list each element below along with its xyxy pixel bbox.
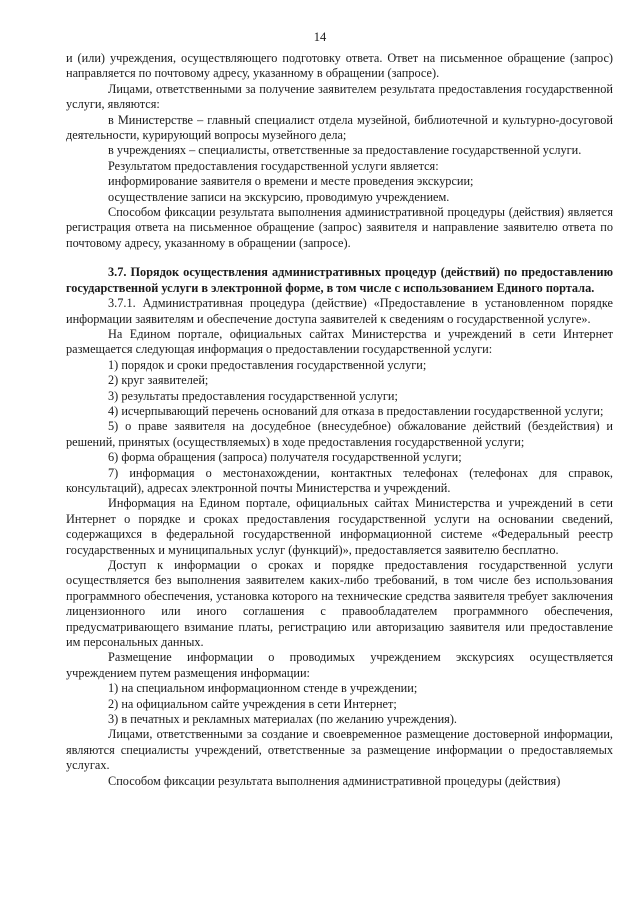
- paragraph: Лицами, ответственными за получение заявителем результата предоставления государственной услуги, являются:: [66, 81, 613, 112]
- list-item: 3) в печатных и рекламных материалах (по желанию учреждения).: [108, 712, 457, 727]
- paragraph: Размещение информации о проводимых учреждением экскурсиях осуществляется учреждением путем размещения информации:: [66, 650, 613, 680]
- list-item: 5) о праве заявителя на досудебное (внесудебное) обжалование действий (бездействия) и решений, принятых (осуществляемых) в ходе предоставления государственной услуги;: [66, 419, 613, 449]
- list-item: 4) исчерпывающий перечень оснований для отказа в предоставлении государственной услуги;: [108, 403, 604, 418]
- paragraph: Способом фиксации результата выполнения административной процедуры (действия) является регистрация ответа на письменное обращение (запрос) заявителя и направление заявителю ответа по почтовому адресу, указанному в обращении (запросе).: [66, 205, 613, 250]
- paragraph: в учреждениях – специалисты, ответственные за предоставление государственной услуги.: [108, 143, 582, 158]
- paragraph: информирование заявителя о времени и месте проведения экскурсии;: [108, 174, 474, 189]
- paragraph: Информация на Едином портале, официальных сайтах Министерства и учреждений в сети Интернет о порядке и сроках предоставления государственной услуги на основании сведений, содержащихся в федеральной государственной информационной системе «Федеральный реестр государственных и муниципальных услуг (функций)», предоставляется заявителю бесплатно.: [66, 496, 613, 557]
- list-item: 7) информация о местонахождении, контактных телефонах (телефонах для справок, консультаций), адресах электронной почты Министерства и учреждений.: [66, 465, 613, 495]
- paragraph: в Министерстве – главный специалист отдела музейной, библиотечной и культурно-досуговой деятельности, курирующий вопросы музейного дела;: [66, 112, 613, 143]
- list-item: 1) на специальном информационном стенде в учреждении;: [108, 681, 418, 696]
- paragraph: и (или) учреждения, осуществляющего подготовку ответа. Ответ на письменное обращение (запрос) направляется по почтовому адресу, указанному в обращении (запросе).: [66, 51, 613, 81]
- page-number: 14: [313, 30, 327, 44]
- list-item: 2) на официальном сайте учреждения в сети Интернет;: [108, 696, 397, 711]
- list-item: 3) результаты предоставления государственной услуги;: [108, 388, 398, 403]
- document-body: [66, 51, 613, 789]
- section-heading: 3.7. Порядок осуществления административных процедур (действий) по предоставлению государственной услуги в электронной форме, в том числе с использованием Единого портала.: [66, 265, 613, 295]
- paragraph: Способом фиксации результата выполнения административной процедуры (действия): [108, 773, 561, 788]
- paragraph: На Едином портале, официальных сайтах Министерства и учреждений в сети Интернет размещается следующая информация о предоставлении государственной услуги:: [66, 326, 613, 357]
- list-item: 1) порядок и сроки предоставления государственной услуги;: [108, 357, 427, 372]
- paragraph: Лицами, ответственными за создание и своевременное размещение достоверной информации, являются специалисты учреждений, ответственные за размещение информации о предоставляемых услугах.: [66, 727, 613, 773]
- paragraph: осуществление записи на экскурсию, проводимую учреждением.: [108, 189, 450, 204]
- paragraph: 3.7.1. Административная процедура (действие) «Предоставление в установленном порядке информации заявителям и обеспечение доступа заявителей к сведениям о государственной услуге».: [66, 296, 613, 326]
- paragraph: Доступ к информации о сроках и порядке предоставления государственной услуги осуществляется без выполнения заявителем каких-либо требований, в том числе без использования программного обеспечения, установка которого на технические средства заявителя требует заключения лицензионного или иного соглашения с правообладателем программного обеспечения, предусматривающего взимание платы, регистрацию или авторизацию заявителя или предоставление им персональных данных.: [66, 558, 613, 650]
- list-item: 6) форма обращения (запроса) получателя государственной услуги;: [108, 450, 462, 465]
- list-item: 2) круг заявителей;: [108, 373, 209, 388]
- paragraph: Результатом предоставления государственной услуги является:: [108, 158, 439, 173]
